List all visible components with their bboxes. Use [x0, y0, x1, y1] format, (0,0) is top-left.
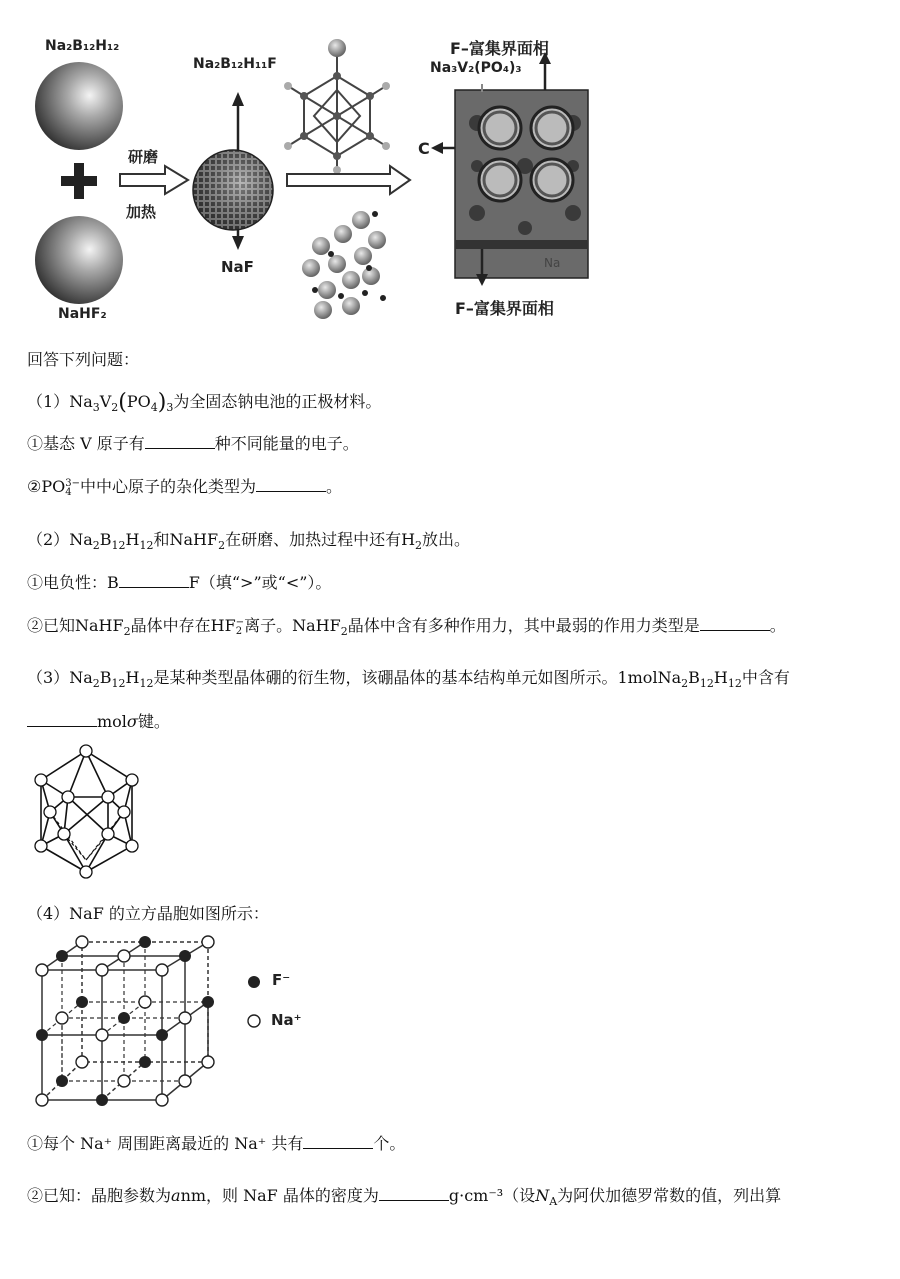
label-f-rich-bottom: F–富集界面相	[455, 299, 554, 318]
q3-line2: molσ键。	[27, 712, 170, 732]
q4-sub1: ①每个 Na⁺ 周围距离最近的 Na⁺ 共有 个。	[27, 1134, 406, 1153]
nahf2-sphere	[35, 216, 123, 304]
label-heat: 加热	[126, 203, 157, 221]
q2-sub2: ②已知NaHF$_2$晶体中存在HF− 2 离子。NaHF$_2$晶体中含有多种作用力，其中最弱的作用力类型是 。	[27, 616, 786, 638]
label-f-rich-top: F–富集界面相	[450, 39, 549, 58]
answer-blank[interactable]	[303, 1134, 373, 1149]
label-na: Na	[544, 256, 561, 270]
q1-sub1: ①基态 V 原子有 种不同能量的电子。	[27, 434, 359, 453]
label-nahf2: NaHF₂	[58, 306, 107, 322]
q4-title: （4）NaF 的立方晶胞如图所示：	[27, 904, 269, 923]
answer-blank[interactable]	[379, 1186, 449, 1201]
q4-sub2: ②已知：晶胞参数为anm，则 NaF 晶体的密度为 g·cm⁻³（设$N_A$为阿伏加德罗常数的值，列出算	[27, 1186, 782, 1208]
answer-blank[interactable]	[700, 616, 770, 631]
q3-stem: $(3)Na_2B_{12}H_{12}$是某种类型晶体硼的衍生物，该硼晶体的基本结构单元如图所示。$1molNa_2B_{12}H_{12}$中含有	[27, 668, 790, 690]
reaction-scheme-figure	[25, 28, 625, 333]
label-c: C	[418, 139, 430, 158]
intro-text: 回答下列问题：	[27, 350, 140, 369]
q1-sub2: ②PO3− 4 中中心原子的杂化类型为 。	[27, 477, 343, 498]
label-na2b12h11f: Na₂B₁₂H₁₁F	[193, 56, 277, 72]
scattered-particles	[302, 211, 386, 319]
label-na3v2po43: Na₃V₂(PO₄)₃	[430, 60, 522, 76]
legend-f-label: F⁻	[272, 971, 291, 989]
legend-na-marker	[248, 1015, 260, 1027]
q2-sub1: ①电负性：B F（填“>”或“<”）。	[27, 573, 332, 592]
label-na2b12h12: Na₂B₁₂H₁₂	[45, 38, 120, 54]
label-grind: 研磨	[128, 148, 159, 166]
answer-blank[interactable]	[256, 477, 326, 492]
legend-na-label: Na⁺	[271, 1011, 302, 1029]
reaction-arrow	[287, 166, 410, 194]
answer-blank[interactable]	[27, 712, 97, 727]
answer-blank[interactable]	[119, 573, 189, 588]
label-naf: NaF	[221, 258, 254, 276]
b12-cluster-icon	[288, 50, 386, 168]
legend-f-marker	[248, 976, 260, 988]
q2-stem: $(2)Na_2B_{12}H_{12}$和NaHF$_2$在研磨、加热过程中还有$H_2$放出。	[27, 530, 471, 552]
na2b12h12-sphere	[35, 62, 123, 150]
icosahedron-figure	[28, 744, 148, 884]
grind-heat-arrow	[120, 166, 188, 194]
q1-stem: $(1)Na_3V_2(PO_4)_3$为全固态钠电池的正极材料。	[27, 390, 382, 415]
answer-blank[interactable]	[145, 434, 215, 449]
